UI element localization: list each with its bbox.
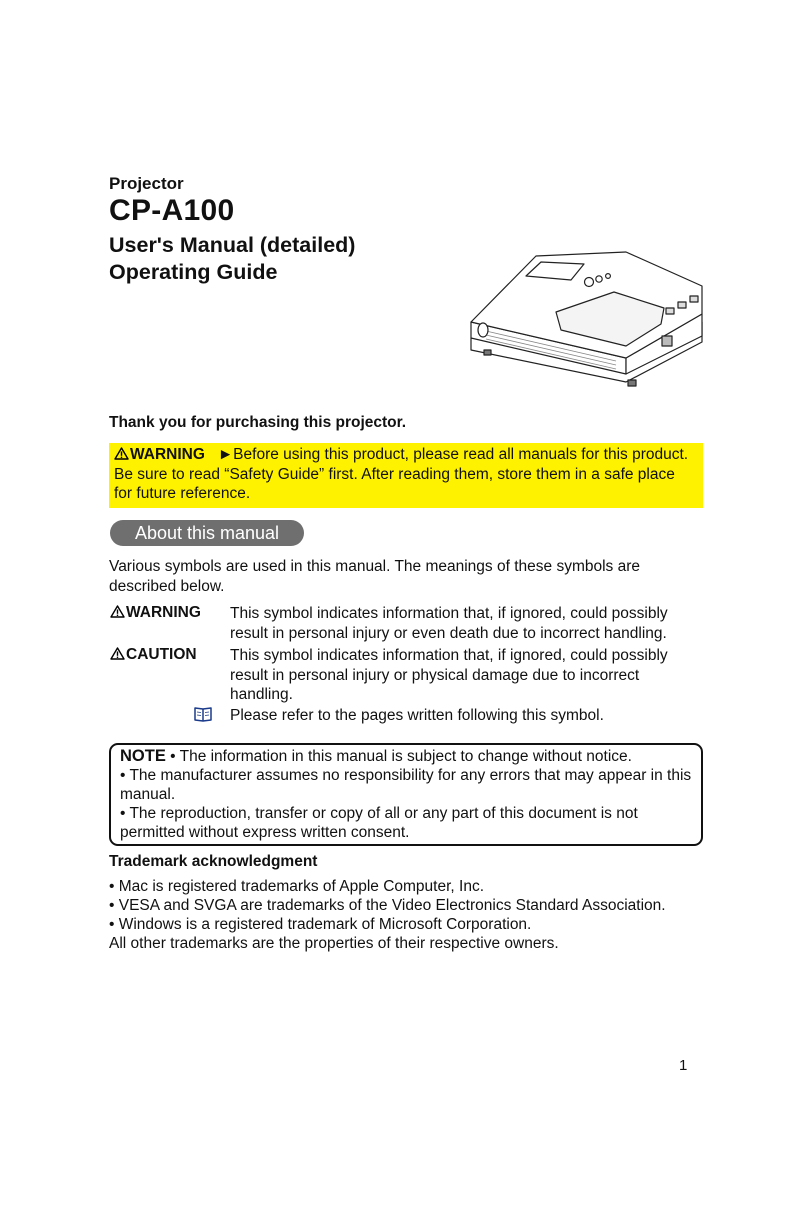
note-line-1: • The information in this manual is subject to change without notice.	[165, 748, 632, 765]
symbol-caution-text: CAUTION	[126, 646, 197, 663]
page-number: 1	[679, 1057, 688, 1074]
projector-illustration	[466, 246, 706, 396]
thanks-line: Thank you for purchasing this projector.	[109, 414, 407, 431]
trademark-list	[109, 877, 709, 953]
trademark-item: • VESA and SVGA are trademarks of the Video Electronics Standard Association.	[109, 897, 666, 914]
note-line-3: • The reproduction, transfer or copy of all or any part of this document is not permitted without express written consent.	[120, 805, 638, 841]
note-line-2: • The manufacturer assumes no responsibility for any errors that may appear in this manual.	[120, 767, 692, 803]
book-icon	[193, 706, 213, 722]
symbol-warning-desc: This symbol indicates information that, if ignored, could possibly result in personal injury or even death due to incorrect handling.	[230, 605, 668, 642]
caution-triangle-icon	[110, 647, 125, 660]
document-title	[109, 232, 355, 286]
symbol-warning-label	[110, 604, 201, 622]
warning-label: WARNING	[130, 446, 205, 463]
section-heading: About this manual	[110, 520, 304, 546]
trademark-item: • Mac is registered trademarks of Apple Computer, Inc.	[109, 878, 485, 895]
warning-text: ►Before using this product, please read all manuals for this product. Be sure to read “Safety Guide” first. After reading them, store them in a safe place for future reference.	[114, 446, 689, 502]
symbol-caution-label	[110, 646, 197, 664]
model-title: CP-A100	[109, 194, 235, 227]
warning-box	[109, 443, 703, 508]
document-kicker: Projector	[109, 174, 184, 193]
symbol-book-desc: Please refer to the pages written following this symbol.	[230, 707, 604, 724]
warning-triangle-icon	[110, 605, 125, 618]
trademark-item: • Windows is a registered trademark of Microsoft Corporation.	[109, 916, 532, 933]
trademark-item: All other trademarks are the properties of their respective owners.	[109, 935, 559, 952]
title-line-1: User's Manual (detailed)	[109, 233, 356, 257]
trademark-title: Trademark acknowledgment	[109, 853, 318, 870]
symbol-caution-desc: This symbol indicates information that, if ignored, could possibly result in personal injury or physical damage due to incorrect handling.	[230, 647, 668, 703]
intro-text: Various symbols are used in this manual. The meanings of these symbols are described below.	[109, 558, 640, 595]
note-label: NOTE	[120, 747, 166, 765]
title-line-2: Operating Guide	[109, 260, 278, 284]
symbol-warning-text: WARNING	[126, 604, 201, 621]
warning-triangle-icon	[114, 447, 129, 460]
note-box	[109, 743, 703, 846]
